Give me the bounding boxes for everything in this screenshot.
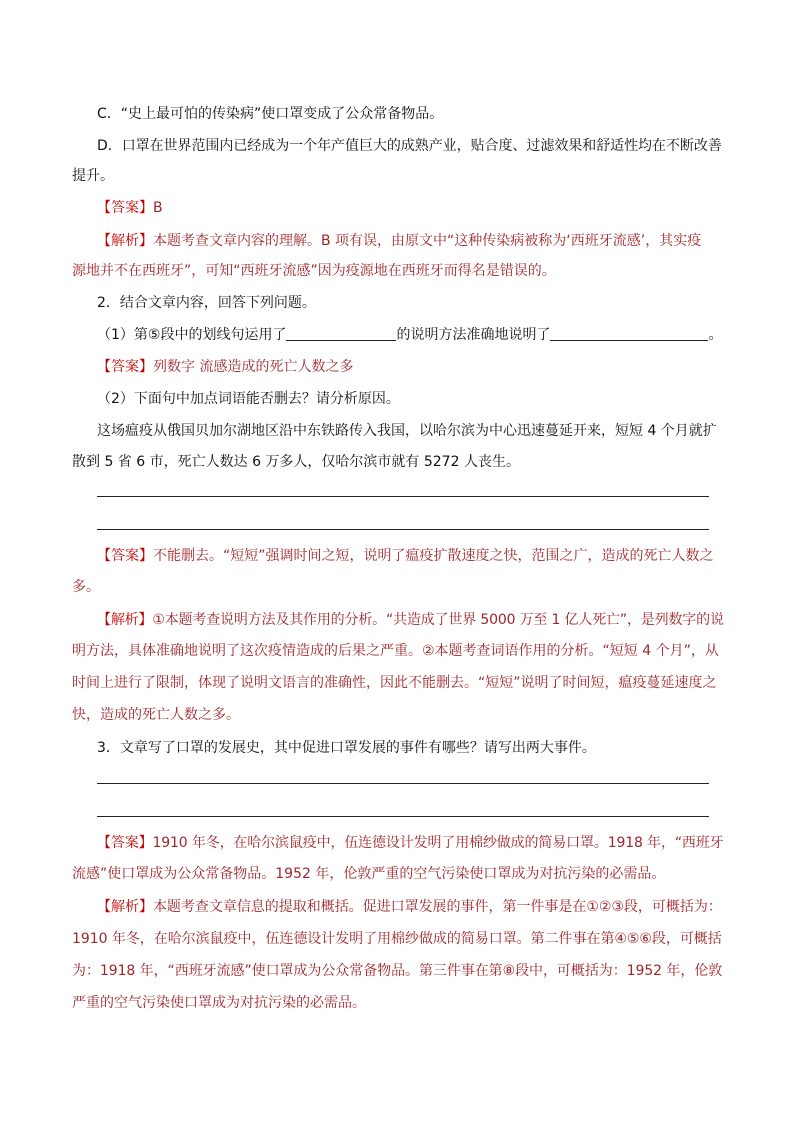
answer-tag: 【答案】 [97,200,153,216]
answer-line-3[interactable] [97,783,709,784]
option-d-line-1: D．口罩在世界范围内已经成为一个年产值巨大的成熟产业，贴合度、过滤效果和舒适性均在不断改善 [97,138,722,154]
explanation-tag: 【解析】 [97,899,153,915]
question-3: 3．文章写了口罩的发展史，其中促进口罩发展的事件有哪些？请写出两大事件。 [97,740,596,756]
q2-1-text-a: （1）第⑤段中的划线句运用了 [97,327,287,343]
explanation-1-line-2: 源地并不在西班牙”，可知“西班牙流感”因为疫源地在西班牙而得名是错误的。 [72,263,556,279]
fill-blank-1[interactable] [286,326,396,341]
question-2-2: （2）下面句中加点词语能否删去？请分析原因。 [97,391,400,407]
explanation-2-line-1 [97,610,724,630]
answer-line-4[interactable] [97,816,709,817]
answer-4-line-2: 流感”使口罩成为公众常备物品。1952 年，伦敦严重的空气污染使口罩成为对抗污染的必需品。 [72,866,666,882]
quote-line-2: 散到 5 省 6 市，死亡人数达 6 万多人，仅哈尔滨市就有 5272 人丧生。 [72,454,520,470]
answer-value: 列数字 流感造成的死亡人数之多 [153,359,354,375]
fill-blank-2[interactable] [550,326,708,341]
question-2-1 [97,325,722,345]
option-d-line-2: 提升。 [72,168,114,184]
quote-line-1: 这场瘟疫从俄国贝加尔湖地区沿中东铁路传入我国，以哈尔滨为中心迅速蔓延开来，短短 4 个月就扩 [97,423,717,439]
explanation-1-line-1 [97,231,701,251]
answer-value: B [153,200,163,216]
explanation-tag: 【解析】 [97,612,153,628]
explanation-text: 本题考查文章内容的理解。B 项有误，由原文中“这种传染病被称为‘西班牙流感’，其实疫 [153,233,702,249]
answer-3-line-2: 多。 [72,579,100,595]
answer-tag: 【答案】 [97,548,153,564]
explanation-3-line-3: 为：1918 年，“西班牙流感”使口罩成为公众常备物品。第三件事在第⑧段中，可概括为：1952 年，伦敦 [72,963,723,979]
explanation-2-line-3: 时间上进行了限制，体现了说明文语言的准确性，因此不能删去。“短短”说明了时间短，瘟疫蔓延速度之 [72,675,717,691]
answer-text: 1910 年冬，在哈尔滨鼠疫中，伍连德设计发明了用棉纱做成的简易口罩。1918 年，“西班牙 [152,835,724,851]
explanation-2-line-4: 快，造成的死亡人数之多。 [72,707,240,723]
explanation-text: ①本题考查说明方法及其作用的分析。“共造成了世界 5000 万至 1 亿人死亡”，是列数字的说 [152,612,724,628]
explanation-2-line-2: 明方法，具体准确地说明了这次疫情造成的后果之严重。②本题考查词语作用的分析。“短短 4 个月”，从 [72,643,719,659]
answer-3-line-1 [97,546,714,566]
answer-line-2[interactable] [97,529,709,530]
question-2: 2．结合文章内容，回答下列问题。 [97,295,316,311]
answer-tag: 【答案】 [97,835,153,851]
q2-1-text-c: 。 [708,327,723,343]
explanation-3-line-4: 严重的空气污染使口罩成为对抗污染的必需品。 [72,995,366,1011]
answer-2 [97,357,353,377]
option-c: C．“史上最可怕的传染病”使口罩变成了公众常备物品。 [97,106,444,122]
explanation-3-line-2: 1910 年冬，在哈尔滨鼠疫中，伍连德设计发明了用棉纱做成的简易口罩。第二件事在第④⑤⑥段，可概括 [72,931,722,947]
answer-tag: 【答案】 [97,359,153,375]
q2-1-text-b: 的说明方法准确地说明了 [396,327,551,343]
answer-1 [97,198,163,218]
answer-line-1[interactable] [97,496,709,497]
explanation-text: 本题考查文章信息的提取和概括。促进口罩发展的事件，第一件事是在①②③段，可概括为： [152,899,722,915]
explanation-3-line-1 [97,897,722,917]
answer-4-line-1 [97,833,724,853]
answer-text: 不能删去。“短短”强调时间之短，说明了瘟疫扩散速度之快，范围之广，造成的死亡人数之 [153,548,714,564]
explanation-tag: 【解析】 [97,233,153,249]
